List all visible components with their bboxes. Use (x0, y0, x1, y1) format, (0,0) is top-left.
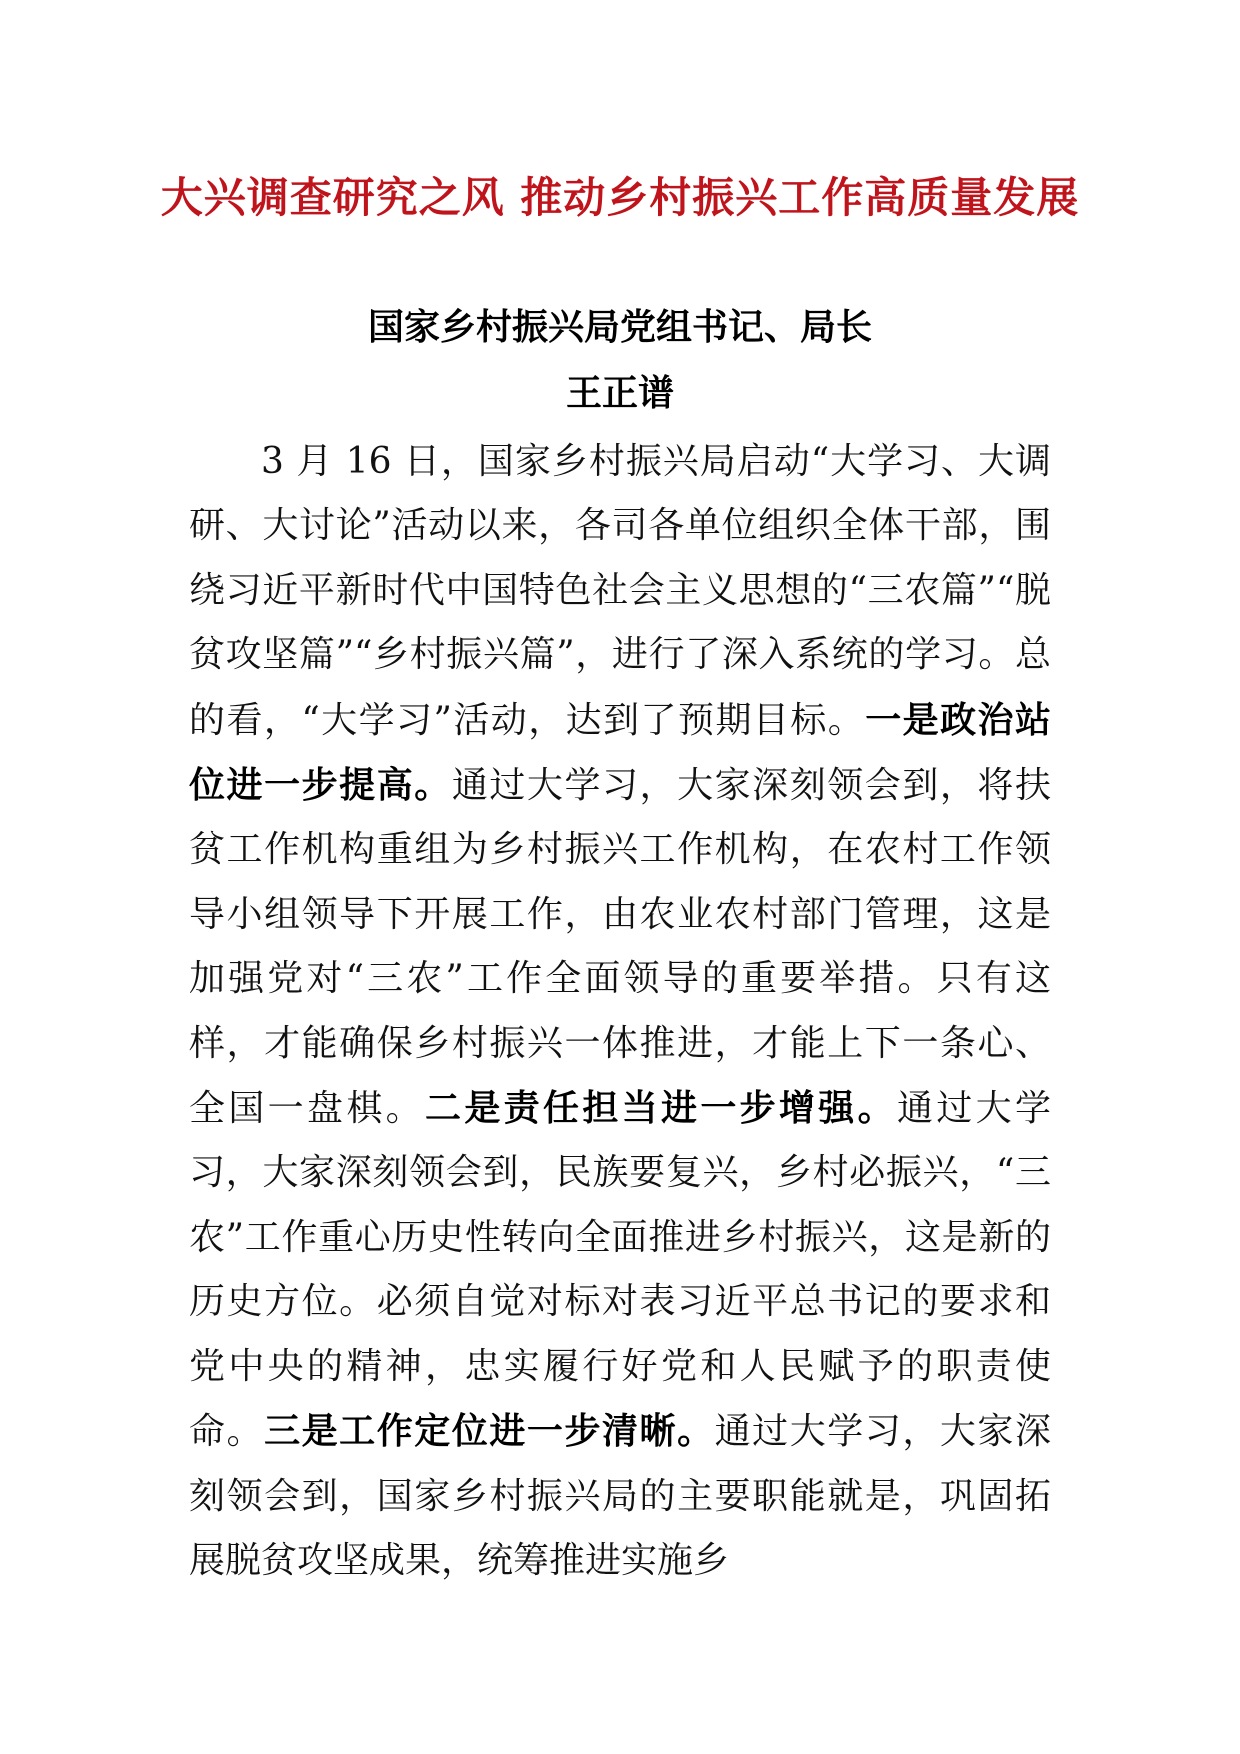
highlight-point-3: 三是工作定位进一步清晰。 (264, 1410, 715, 1453)
paragraph-text-3: 通过大学习，大家深刻领会到，民族要复兴，乡村必振兴，“三农”工作重心历史性转向全面推进乡村振兴，这是新的历史方位。必须自觉对标对表习近平总书记的要求和党中央的精神，忠实履行好党和人民赋予的职责使命。 (189, 1088, 1051, 1453)
highlight-point-2: 二是责任担当进一步增强。 (425, 1087, 897, 1130)
paragraph-text-2: 通过大学习，大家深刻领会到，将扶贫工作机构重组为乡村振兴工作机构，在农村工作领导小组领导下开展工作，由农业农村部门管理，这是加强党对“三农”工作全面领导的重要举措。只有这样，才能确保乡村振兴一体推进，才能上下一条心、全国一盘棋。 (189, 765, 1051, 1130)
author-position: 国家乡村振兴局党组书记、局长 (367, 306, 872, 348)
paragraph-text-1: 3 月 16 日，国家乡村振兴局启动“大学习、大调研、大讨论”活动以来，各司各单位组织全体干部，围绕习近平新时代中国特色社会主义思想的“三农篇”“脱贫攻坚篇”“乡村振兴篇”，进行了深入系统的学习。总的看，“大学习”活动，达到了预期目标。 (189, 441, 1051, 741)
author-name: 王正谱 (565, 372, 674, 414)
paragraph-text-4: 通过大学习，大家深刻领会到，国家乡村振兴局的主要职能就是，巩固拓展脱贫攻坚成果，统筹推进实施乡 (189, 1411, 1051, 1581)
highlight-point-1: 一是政治站位进一步提高。 (189, 698, 1051, 807)
document-title: 大兴调查研究之风 推动乡村振兴工作高质量发展 (160, 173, 1080, 222)
body-paragraph (189, 430, 1051, 1593)
